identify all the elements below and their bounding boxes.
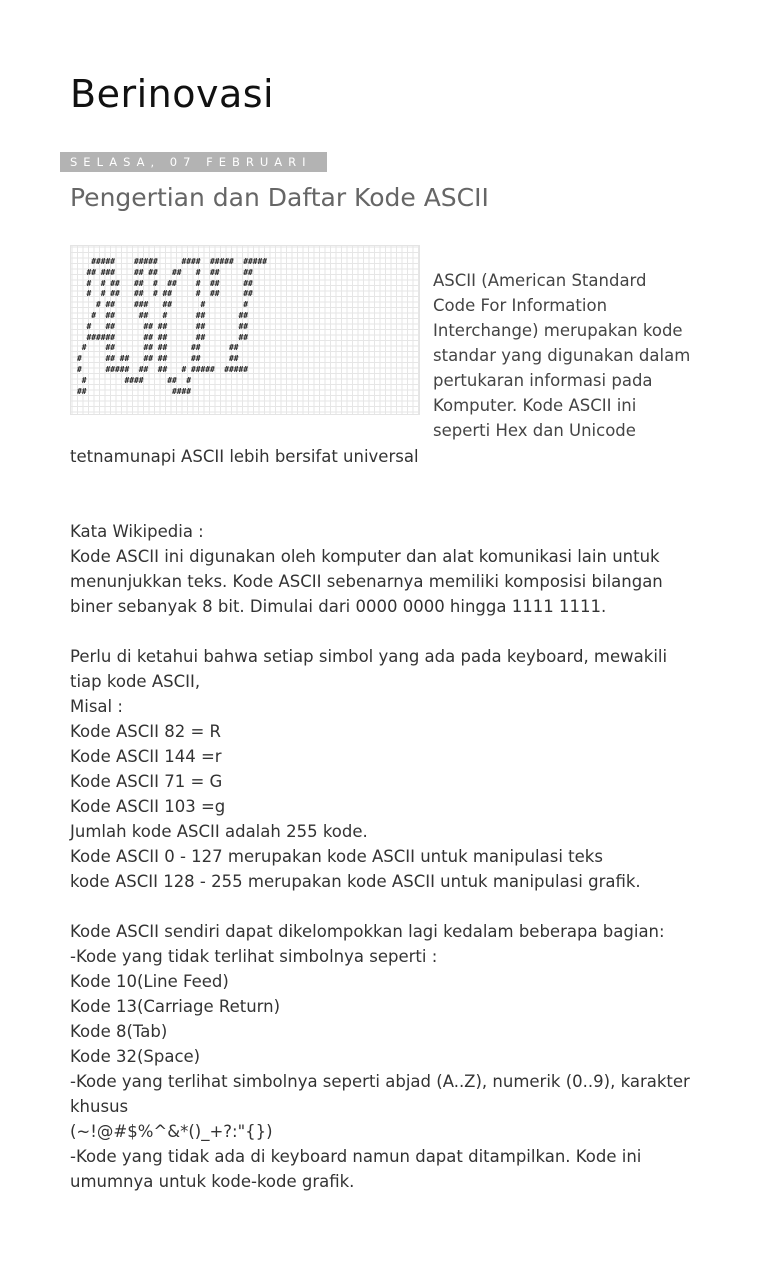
ascii-art-text: ##### ##### #### ##### ##### ## ### ## ## ## # ## ## # # ## ## # ## # ## ## # # ## ## # ## # ## ## # ## ### ## # # # ## ## # ## ## # ## ## ## ## ## ###### ## ## ## ## # ## ## ## ## ## # ## ## ## ## ## ## # ##### ## ## # ##### ##### # #### ## # ## #### bbox=[77, 257, 268, 396]
intro-line: pertukaran informasi pada bbox=[433, 371, 653, 390]
body-line: Kode 10(Line Feed) bbox=[70, 972, 229, 991]
post-date: SELASA, 07 FEBRUARI 2012 bbox=[60, 152, 327, 172]
body-line: Kode ASCII 144 =r bbox=[70, 747, 222, 766]
intro-line: seperti Hex dan Unicode bbox=[433, 421, 636, 440]
body-line: -Kode yang tidak terlihat simbolnya seperti : bbox=[70, 947, 438, 966]
body-line: -Kode yang tidak ada di keyboard namun dapat ditampilkan. Kode ini bbox=[70, 1147, 642, 1166]
ascii-art-image bbox=[70, 245, 420, 415]
body-line bbox=[70, 619, 720, 644]
body-line: Kata Wikipedia : bbox=[70, 522, 204, 541]
body-line: Perlu di ketahui bahwa setiap simbol yang ada pada keyboard, mewakili bbox=[70, 647, 668, 666]
body-line bbox=[70, 494, 720, 519]
body-line: Kode ASCII 82 = R bbox=[70, 722, 221, 741]
intro-line: ASCII (American Standard bbox=[433, 271, 647, 290]
intro-line: Komputer. Kode ASCII ini bbox=[433, 396, 637, 415]
body-line: Kode ASCII ini digunakan oleh komputer dan alat komunikasi lain untuk bbox=[70, 547, 660, 566]
body-line: Misal : bbox=[70, 697, 123, 716]
body-line: umumnya untuk kode-kode grafik. bbox=[70, 1172, 355, 1191]
body-line: -Kode yang terlihat simbolnya seperti abjad (A..Z), numerik (0..9), karakter bbox=[70, 1072, 690, 1091]
body-line bbox=[70, 469, 720, 494]
body-line: menunjukkan teks. Kode ASCII sebenarnya memiliki komposisi bilangan bbox=[70, 572, 663, 591]
body-line: Jumlah kode ASCII adalah 255 kode. bbox=[70, 822, 368, 841]
post-body bbox=[70, 444, 720, 1194]
body-line: tiap kode ASCII, bbox=[70, 672, 201, 691]
body-line: Kode ASCII sendiri dapat dikelompokkan lagi kedalam beberapa bagian: bbox=[70, 922, 665, 941]
intro-line: standar yang digunakan dalam bbox=[433, 346, 691, 365]
intro-paragraph bbox=[433, 268, 713, 443]
body-line: Kode 13(Carriage Return) bbox=[70, 997, 281, 1016]
intro-line: Interchange) merupakan kode bbox=[433, 321, 683, 340]
body-line: Kode ASCII 71 = G bbox=[70, 772, 223, 791]
body-line: khusus bbox=[70, 1097, 129, 1116]
body-line: Kode ASCII 0 - 127 merupakan kode ASCII untuk manipulasi teks bbox=[70, 847, 603, 866]
intro-line: Code For Information bbox=[433, 296, 608, 315]
blog-title[interactable]: Berinovasi bbox=[70, 72, 275, 116]
body-line: Kode 32(Space) bbox=[70, 1047, 201, 1066]
body-line: biner sebanyak 8 bit. Dimulai dari 0000 0000 hingga 1111 1111. bbox=[70, 597, 607, 616]
body-line: kode ASCII 128 - 255 merupakan kode ASCII untuk manipulasi grafik. bbox=[70, 872, 641, 891]
body-line: Kode 8(Tab) bbox=[70, 1022, 168, 1041]
post-title[interactable]: Pengertian dan Daftar Kode ASCII bbox=[70, 183, 489, 212]
body-line: tetnamunapi ASCII lebih bersifat universal bbox=[70, 447, 419, 466]
body-line: Kode ASCII 103 =g bbox=[70, 797, 226, 816]
body-line bbox=[70, 894, 720, 919]
body-line: (~!@#$%^&*()_+?:"{}) bbox=[70, 1122, 273, 1141]
